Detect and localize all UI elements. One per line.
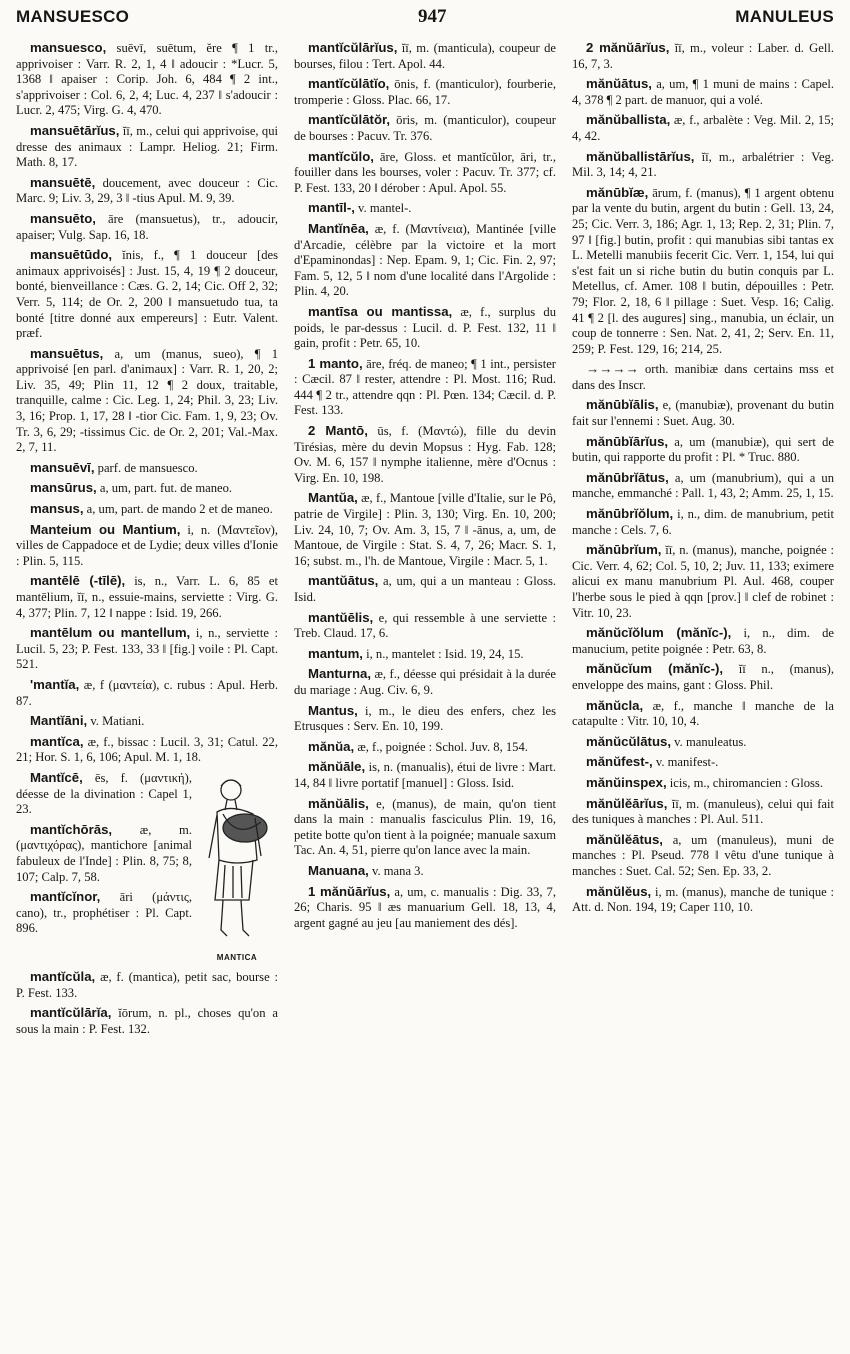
definition: ēs, f. (μαντική), déesse de la divination : Capel 1, 23. [16, 770, 192, 817]
dictionary-entry [294, 76, 556, 108]
headword: mantĭcŭlārĭa, [30, 1005, 112, 1021]
definition: i, n. (Μαντεῖον), villes de Cappadoce et de Lydie; deux villes d'Ionie : Plin. 5, 115. [16, 522, 278, 568]
definition: parf. de mansuesco. [97, 460, 198, 475]
definition: ĭī n., (manus), enveloppe des mains, gant : Gloss. Phil. [572, 662, 834, 692]
mantica-illustration [196, 770, 278, 965]
definition: v. mana 3. [371, 863, 424, 878]
dictionary-entry [16, 625, 278, 673]
definition: ĭī, m. (manuleus), celui qui fait des tuniques à manches : Pl. Aul. 511. [572, 796, 834, 827]
definition: ĭī, m., arbalétrier : Veg. Mil. 3, 14; 4, 21. [572, 149, 834, 180]
dictionary-entry [16, 969, 278, 1001]
headword: mansuētē, [30, 174, 96, 190]
dictionary-entry [16, 770, 192, 818]
headword: Manteium ou Mantium, [30, 521, 181, 537]
headword: mănūbrĭātus, [586, 469, 669, 485]
headword: mansus, [30, 501, 84, 517]
definition: e, (manubiæ), provenant du butin fait sur l'ennemi : Suet. Aug. 30. [572, 398, 834, 429]
definition: i, n., dim. de manucium, petite poignée : Petr. 63, 8. [572, 626, 834, 656]
definition: ōnis, f. (manticulor), fourberie, tromperie : Gloss. Plac. 66, 17. [294, 77, 556, 107]
dictionary-entry [16, 480, 278, 497]
definition: a, um (manus, sueo), ¶ 1 apprivoisé [en parl. d'animaux] : Varr. R. 1, 20, 2; Liv. 35, 49; Plin 11, 12 ¶ 2 doux, traitable, tranquille, calme : Cic. Leg. 1, 24; Phil. 3, 23; Liv. 3, 16; Prop. 1, 17, 28 ‖ -tior Cic. Fam. 1, 9, 23; Ov. Tr. 3, 6, 29; -tissimus Cic. de Or. 2, 201; Val.-Max. 2, 7, 11. [16, 346, 278, 455]
running-head-left: MANSUESCO [16, 7, 130, 26]
definition: æ, f., surplus du poids, le par-dessus : Lucil. d. P. Fest. 132, 11 ‖ gain, profit : Petr. 65, 10. [294, 304, 556, 351]
dictionary-entry [294, 646, 556, 663]
headword: mantŭēlis, [308, 609, 374, 625]
headword: 2 mănŭārĭus, [586, 40, 670, 55]
dictionary-entry [16, 346, 278, 456]
definition: v. manuleatus. [674, 734, 747, 749]
headword: mănŭfest-, [586, 754, 653, 770]
headword: mănŭcla, [586, 697, 644, 713]
dictionary-entry [294, 884, 556, 932]
headword: mantĭcŭlātŏr, [308, 112, 391, 128]
dictionary-entry [572, 734, 834, 751]
headword: Manuana, [308, 862, 369, 878]
definition: āri (μάντις, cano), tr., prophétiser : Pl. Capt. 896. [16, 890, 192, 936]
definition: i, m. (manus), manche de tunique : Att. d. Non. 194, 19; Caper 110, 10. [572, 884, 834, 915]
definition: a, um, part. fut. de maneo. [99, 481, 233, 496]
headword: mantīsa ou mantissa, [308, 303, 453, 319]
dictionary-entry [294, 759, 556, 791]
headword: mănŭlĕus, [586, 883, 652, 899]
definition: æ, f., bissac : Lucil. 3, 31; Catul. 22, 21; Hor. S. 1, 6, 106; Apul. M. 1, 18. [16, 734, 278, 765]
headword: 'mantĭa, [30, 676, 80, 692]
column-1 [16, 40, 278, 1042]
dictionary-entry [572, 698, 834, 730]
dictionary-entry [572, 397, 834, 429]
headword: mănŭcĭŏlum (mănĭc-), [586, 625, 732, 641]
dictionary-entry [294, 112, 556, 144]
dictionary-entry [572, 185, 834, 358]
definition: a, um, qui a un manteau : Gloss. Isid. [294, 574, 557, 604]
definition: icis, m., chiromancien : Gloss. [669, 775, 823, 790]
headword: mantēlē (-tīlē), [30, 573, 126, 589]
dictionary-entry [294, 863, 556, 880]
dictionary-entry [16, 573, 278, 621]
definition: e, (manus), de main, qu'on tient dans la main : manualis fasciculus Plin. 19, 16, petite botte qu'on tient à la poignée; manuale saxum Tac. An. 4, 51, pierre qu'on lance avec la main. [294, 796, 556, 858]
headword: mantĭcŭlārĭus, [308, 40, 398, 55]
definition: æ, f. (mantica), petit sac, bourse : P. Fest. 133. [16, 970, 278, 1000]
definition: æ, f., arbalète : Veg. Mil. 2, 15; 4, 42. [572, 113, 834, 143]
headword: Manturna, [308, 666, 372, 682]
definition: ĭī, m., celui qui apprivoise, qui dresse des animaux : Lampr. Heliog. 21; Firm. Math. 8, 17. [16, 123, 278, 170]
dictionary-entry [294, 423, 556, 486]
dictionary-entry [294, 40, 556, 72]
definition: e, qui ressemble à une serviette : Treb. Claud. 17, 6. [294, 610, 556, 641]
definition: v. mantel-. [358, 201, 412, 216]
headword: mănūbrĭŏlum, [586, 506, 674, 522]
headword: mantĭcĭnor, [30, 889, 101, 905]
definition: a, um, c. manualis : Dig. 33, 7, 26; Charis. 95 ‖ æs manuarium Gell. 18, 13, 4, argent gagné au jeu [au maniement des dés]. [294, 884, 557, 930]
definition: is, n. (manualis), étui de livre : Mart. 14, 84 ‖ livre portatif [manuel] : Gloss. Isid. [294, 760, 556, 790]
dictionary-entry [294, 221, 556, 300]
headword: mănŭātus, [586, 76, 652, 92]
headword: mănŭāle, [308, 759, 366, 775]
dictionary-entry [16, 522, 278, 570]
dictionary-entry [572, 775, 834, 792]
definition: ūs, f. (Μαντώ), fille du devin Tirésias, mère du devin Mopsus : Hyg. Fab. 128; Ov. M. 6, 157 ‖ nymphe italienne, mère d'Ocnus : Virg. En. 10, 198. [294, 424, 557, 485]
page-number: 947 [417, 6, 447, 27]
definition: æ, f. (Μαντίνεια), Mantinée [ville d'Arcadie, célèbre par la victoire et la mort d'Epaminondas] : Nep. Epam. 9, 1; Cic. Fin. 2, 97; Fam. 5, 12, 5 ‖ nom d'une localité dans l'Argolide : Plin. 4, 20. [294, 221, 556, 299]
dictionary-entry [294, 610, 556, 642]
definition: doucement, avec douceur : Cic. Marc. 9; Liv. 3, 29, 3 ‖ -tius Apul. M. 9, 39. [16, 175, 278, 206]
dictionary-entry [16, 501, 278, 518]
page-header [16, 6, 834, 36]
dictionary-entry [572, 361, 834, 393]
headword: mănūbĭæ, [586, 184, 649, 200]
definition: āre, fréq. de maneo; ¶ 1 int., persister : Cæcil. 87 ‖ rester, attendre : Pl. Most. 116; Rud. 444 ¶ 2 tr., attendre qqn : Pl. Pœn. 134; Cæcil. d. P. Fest. 133. [294, 356, 556, 418]
headword: mansuēvī, [30, 459, 95, 475]
dictionary-entry [16, 734, 278, 766]
headword: mantum, [308, 645, 363, 661]
headword: mantĭca, [30, 733, 84, 749]
dictionary-entry [572, 76, 834, 108]
headword: mănŭa, [308, 738, 355, 754]
headword: Mantŭa, [308, 490, 358, 506]
dictionary-entry [16, 40, 278, 119]
dictionary-entry [16, 123, 278, 171]
headword: 1 mănŭārĭus, [308, 883, 391, 899]
headword: mănŭinspex, [586, 774, 667, 790]
dictionary-entry [16, 713, 278, 730]
headword: mansūrus, [30, 480, 97, 496]
dictionary-entry [572, 149, 834, 181]
headword: mănŭlĕārĭus, [586, 795, 668, 811]
dictionary-entry [16, 677, 278, 709]
headword: 2 Mantō, [308, 423, 368, 439]
illustration-caption: MANTICA [216, 952, 258, 962]
columns [16, 40, 834, 1042]
definition: is, n., Varr. L. 6, 85 et mantēlium, ĭī, n., essuie-mains, serviette : Virg. G. 4, 377; Plin. 7, 12 ‖ nappe : Isid. 19, 266. [16, 574, 278, 620]
illustrated-block [16, 770, 278, 965]
headword: mănŭlĕātus, [586, 831, 663, 847]
headword: mantĭcŭla, [30, 969, 96, 985]
dictionary-entry [294, 304, 556, 352]
dictionary-entry [572, 470, 834, 502]
definition: æ, f., poignée : Schol. Juv. 8, 154. [357, 739, 528, 754]
headword: mănŭballistārĭus, [586, 148, 695, 164]
dictionary-entry [16, 1005, 278, 1037]
dictionary-entry [294, 490, 556, 569]
headword: mantĭchōrās, [30, 821, 113, 837]
dictionary-entry [572, 884, 834, 916]
dictionary-entry [16, 211, 278, 243]
definition: a, um (manubiæ), qui sert de butin, qui rapporte du profit : Pl. * Truc. 880. [572, 434, 834, 465]
dictionary-entry [16, 247, 278, 342]
definition: ĭī, m. (manticula), coupeur de bourses, filou : Tert. Apol. 44. [294, 41, 556, 71]
definition: suēvī, suētum, ĕre ¶ 1 tr., apprivoiser : Varr. R. 2, 1, 4 ‖ adoucir : *Lucr. 5, 1368 ‖ apaiser : Corip. Joh. 6, 484 ¶ 2 int., s'apprivoiser : Col. 6, 2, 4; Luc. 4, 237 ‖ s'adoucir : Lucr. 2, 475; Virg. G. 4, 470. [16, 41, 278, 118]
definition: v. Matiani. [90, 714, 145, 729]
headword: mansuesco, [30, 40, 107, 55]
headword: Mantus, [308, 702, 358, 718]
definition: ĭōrum, n. pl., choses qu'on a sous la main : P. Fest. 132. [16, 1006, 278, 1036]
definition: ārum, f. (manus), ¶ 1 argent obtenu par la vente du butin, argent du butin : Gell. 13, 24, 25; Cic. Verr. 3, 186; Agr. 1, 13; Rep. 2, 31; Plin. 7, 97 ‖ [fig.] butin, profit : qui manubias sibi tantas ex L. Metelli manubiis fecerit Cic. Verr. 1, 154, lui qui s'est fait un si riche butin du butin conquis par L. Metellus, cf. Amer. 108 ‖ butin, dépouilles : Petr. 79; Flor. 2, 18, 6 ‖ pillage : Suet. Vesp. 16; Calig. 41 ¶ 2 [l. des augures] sing., manubia, un éclair, un coup de tonnerre : Sen. Nat. 2, 41, 2; Serv. En. 11, 259; P. Fest. 129, 16; 214, 25. [572, 185, 834, 356]
definition: v. manifest-. [655, 755, 719, 770]
headword: mansuētus, [30, 345, 104, 361]
dictionary-entry [16, 822, 192, 885]
dictionary-entry [294, 149, 556, 197]
headword: mănūbĭālis, [586, 397, 659, 413]
headword: Mantĭnēa, [308, 220, 369, 236]
dictionary-entry [572, 112, 834, 144]
dictionary-entry [294, 573, 556, 605]
definition: i, m., le dieu des enfers, chez les Etrusques : Serv. En. 10, 199. [294, 703, 557, 734]
dictionary-entry [16, 175, 278, 207]
dictionary-entry [572, 832, 834, 880]
definition: ĭī, m., voleur : Laber. d. Gell. 16, 7, 3. [572, 41, 834, 71]
definition: ĭī, n. (manus), manche, poignée : Cic. Verr. 4, 62; Col. 5, 10, 2; Juv. 11, 133; eximere alicui ex manu manubrium Pl. Aul. 468, couper l'herbe sous le pied à qqn [prov.] ‖ clef de robinet : Vitr. 10, 23. [572, 543, 834, 620]
dictionary-entry [572, 506, 834, 538]
definition: æ, m. (μαντιχόρας), mantichore [animal fabuleux de l'Inde] : Plin. 8, 75; 8, 107; Calp. 7, 58. [16, 822, 192, 884]
definition: æ, f., manche ‖ manche de la catapulte : Vitr. 10, 10, 4. [572, 698, 834, 729]
definition: æ, f., déesse qui présidait à la durée du mariage : Aug. Civ. 6, 9. [294, 667, 556, 697]
column-2 [294, 40, 556, 1042]
dictionary-entry [572, 434, 834, 466]
headword: mantĭcŭlo, [308, 148, 374, 164]
headword: mansuētūdo, [30, 247, 113, 263]
headword: mansuētārĭus, [30, 122, 120, 138]
dictionary-entry [572, 796, 834, 828]
definition: ĭnis, f., ¶ 1 douceur [des animaux apprivoisés] : Just. 15, 4, 19 ¶ 2 douceur, bonté, bienveillance : Cæs. G. 2, 14; Cic. Off 2, 32; Verr. 5, 114; de Or. 2, 200 ‖ mansuetudo tua, ta bonté [titre donné aux empereurs] : Eutr. Valent. præf. [16, 248, 278, 341]
definition: a, um, part. de mando 2 et de maneo. [86, 502, 273, 517]
definition: i, n., mantelet : Isid. 19, 24, 15. [366, 646, 524, 661]
headword: Mantĭāni, [30, 713, 88, 729]
man-carrying-sack-icon [197, 770, 277, 945]
definition: i, n., serviette : Lucil. 5, 23; P. Fest. 133, 33 ‖ [fig.] voile : Pl. Capt. 521. [16, 626, 278, 672]
dictionary-entry [572, 542, 834, 621]
definition: æ, f., Mantoue [ville d'Italie, sur le Pô, patrie de Virgile] : Plin. 3, 130; Virg. En. 10, 200; Liv. 24, 10, 7; Ov. Am. 3, 15, 7 ‖ -ānus, a, um, de Mantoue, de Virgile : Stat. S. 4, 7, 26; Macr. S. 1, 16; subst. m., l'h. de Mantoue, Virgile : Macr. 5, 1. [294, 491, 557, 568]
dictionary-entry [294, 739, 556, 756]
headword: mantŭātus, [308, 573, 379, 589]
headword: mantīl-, [308, 200, 355, 216]
definition: i, n., dim. de manubrium, petit manche : Cels. 7, 6. [572, 507, 834, 537]
headword: mansuēto, [30, 210, 96, 226]
headword: 1 manto, [308, 355, 363, 371]
dictionary-entry [294, 703, 556, 735]
headword: mantēlum ou mantellum, [30, 625, 191, 641]
definition: orth. manibiæ dans certains mss et dans des Inscr. [572, 362, 834, 392]
definition: a, um, ¶ 1 muni de mains : Capel. 4, 378 ¶ 2 part. de manuor, qui a volé. [572, 77, 834, 107]
headword: mănūbĭārĭus, [586, 433, 669, 449]
headword: mănŭballista, [586, 112, 671, 128]
definition: a, um (manubrium), qui a un manche, emmanché : Pall. 1, 43, 2; Amm. 25, 1, 15. [572, 470, 834, 501]
running-head-right: MANULEUS [735, 7, 834, 26]
dictionary-entry [294, 666, 556, 698]
dictionary-entry [572, 754, 834, 771]
definition: æ, f (μαντεία), c. rubus : Apul. Herb. 87. [16, 677, 278, 708]
headword: mănŭcŭlātus, [586, 733, 672, 749]
dictionary-entry [294, 200, 556, 217]
headword: mantĭcŭlātĭo, [308, 76, 390, 92]
dictionary-entry [572, 661, 834, 693]
definition: āre, Gloss. et mantĭcŭlor, āri, tr., fouiller dans les bourses, voler : Pacuv. Tr. 377; cf. P. Fest. 133, 20 ‖ dérober : Apul. Apol. 55. [294, 149, 556, 195]
dictionary-entry [572, 40, 834, 72]
headword: →→→→ [586, 361, 639, 377]
dictionary-entry [16, 889, 192, 937]
dictionary-entry [572, 625, 834, 657]
dictionary-entry [16, 460, 278, 477]
headword: Mantĭcē, [30, 769, 83, 785]
dictionary-entry [294, 796, 556, 859]
headword: mănŭālis, [308, 795, 369, 811]
headword: mănūbrĭum, [586, 542, 662, 558]
headword: mănŭcĭum (mănĭc-), [586, 661, 724, 677]
definition: ōris, m. (manticulor), coupeur de bourses : Pacuv. Tr. 376. [294, 113, 556, 143]
illustrated-text [16, 770, 192, 941]
definition: āre (mansuetus), tr., adoucir, apaiser; Vulg. Sap. 16, 18. [16, 211, 278, 242]
dictionary-entry [294, 356, 556, 419]
column-3 [572, 40, 834, 1042]
definition: a, um (manuleus), muni de manches : Pl. Pseud. 778 ‖ vêtu d'une tunique à manches : Suet. Cal. 52; Sen. Ep. 33, 2. [572, 832, 834, 878]
